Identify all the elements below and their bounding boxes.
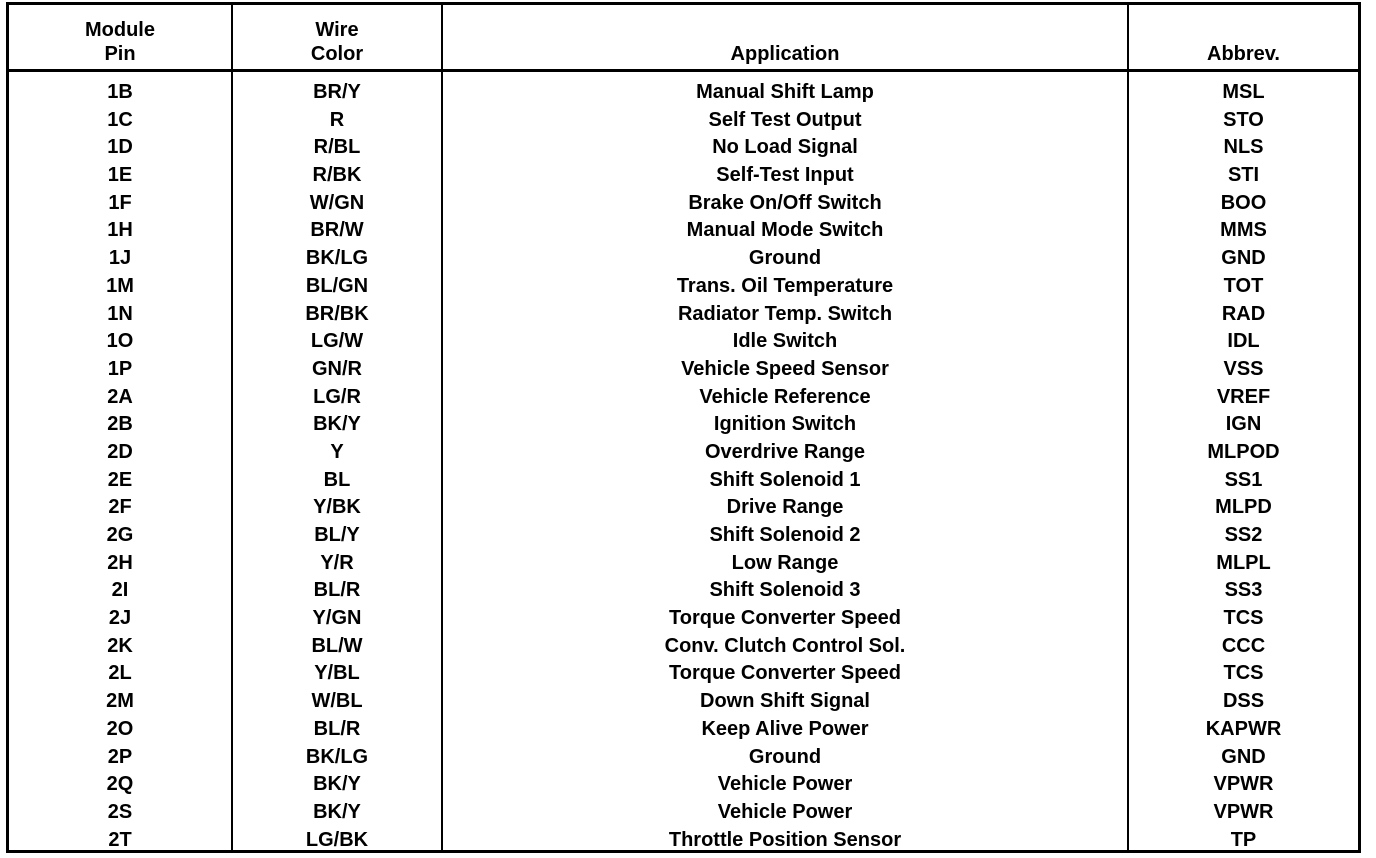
table-row bbox=[9, 356, 1358, 384]
cell-abbrev: SS2 bbox=[1224, 524, 1263, 546]
cell-wire-color: W/BL bbox=[311, 690, 363, 713]
table-row bbox=[9, 550, 1358, 578]
table-row bbox=[9, 494, 1358, 522]
cell-wire-color: BL/R bbox=[313, 717, 361, 740]
cell-wire-color: BK/Y bbox=[313, 773, 361, 796]
cell-wire-color: R/BL bbox=[313, 136, 361, 159]
cell-wire-color: R/BK bbox=[312, 164, 362, 187]
header-abbrev bbox=[1129, 5, 1358, 69]
header-wire-color-line1: Wire bbox=[315, 19, 359, 41]
table-row bbox=[9, 827, 1358, 855]
header-module-pin-line2: Pin bbox=[104, 43, 136, 65]
cell-wire-color: BL bbox=[323, 468, 351, 491]
cell-module-pin: 2M bbox=[106, 690, 134, 713]
table-row bbox=[9, 190, 1358, 218]
header-module-pin bbox=[9, 5, 231, 69]
cell-module-pin: 2O bbox=[106, 717, 134, 740]
table-header bbox=[9, 5, 1358, 69]
cell-wire-color: BL/R bbox=[313, 579, 361, 602]
cell-module-pin: 2A bbox=[107, 385, 133, 408]
cell-module-pin: 1B bbox=[107, 81, 133, 103]
cell-application: Self Test Output bbox=[708, 108, 862, 131]
cell-application: Low Range bbox=[731, 551, 839, 574]
table-row bbox=[9, 633, 1358, 661]
header-divider bbox=[9, 69, 1358, 72]
cell-module-pin: 2H bbox=[107, 551, 133, 574]
cell-application: Radiator Temp. Switch bbox=[677, 302, 893, 325]
cell-module-pin: 2J bbox=[108, 607, 132, 630]
cell-wire-color: BR/BK bbox=[305, 302, 369, 325]
table-row bbox=[9, 107, 1358, 135]
cell-module-pin: 2E bbox=[107, 468, 133, 491]
cell-application: Idle Switch bbox=[732, 330, 838, 353]
cell-wire-color: LG/BK bbox=[305, 828, 369, 851]
cell-application: Manual Mode Switch bbox=[686, 219, 884, 242]
cell-abbrev: NLS bbox=[1223, 136, 1264, 159]
cell-wire-color: Y/GN bbox=[312, 607, 362, 630]
table-row bbox=[9, 384, 1358, 412]
table-row bbox=[9, 439, 1358, 467]
cell-abbrev: BOO bbox=[1220, 191, 1267, 214]
cell-application: Vehicle Reference bbox=[699, 385, 871, 408]
table-row bbox=[9, 799, 1358, 827]
cell-application: Manual Shift Lamp bbox=[696, 81, 874, 103]
cell-wire-color: BL/W bbox=[311, 634, 363, 657]
cell-application: Vehicle Power bbox=[717, 800, 853, 823]
table-row bbox=[9, 217, 1358, 245]
table-row bbox=[9, 716, 1358, 744]
cell-wire-color: LG/W bbox=[310, 330, 364, 353]
header-wire-color bbox=[233, 5, 441, 69]
cell-abbrev: DSS bbox=[1222, 690, 1265, 713]
cell-module-pin: 1P bbox=[107, 357, 133, 380]
cell-module-pin: 2D bbox=[107, 440, 133, 463]
cell-abbrev: STI bbox=[1227, 164, 1260, 187]
cell-module-pin: 1C bbox=[107, 108, 133, 131]
cell-wire-color: Y/R bbox=[320, 551, 354, 574]
cell-module-pin: 1N bbox=[107, 302, 133, 325]
cell-wire-color: BL/GN bbox=[305, 274, 369, 297]
cell-application: Self-Test Input bbox=[716, 164, 854, 187]
cell-module-pin: 1F bbox=[108, 191, 132, 214]
table-row bbox=[9, 328, 1358, 356]
cell-module-pin: 1H bbox=[107, 219, 133, 242]
cell-abbrev: SS1 bbox=[1224, 468, 1263, 491]
cell-abbrev: VSS bbox=[1223, 357, 1264, 380]
cell-module-pin: 1E bbox=[107, 164, 133, 187]
cell-abbrev: VREF bbox=[1216, 385, 1271, 408]
cell-module-pin: 2S bbox=[107, 800, 133, 823]
cell-abbrev: GND bbox=[1221, 745, 1266, 768]
table-row bbox=[9, 134, 1358, 162]
table-row bbox=[9, 605, 1358, 633]
cell-abbrev: MSL bbox=[1222, 81, 1265, 103]
cell-wire-color: LG/R bbox=[313, 385, 361, 408]
cell-wire-color: BR/W bbox=[310, 219, 364, 242]
cell-application: Conv. Clutch Control Sol. bbox=[664, 634, 906, 657]
cell-abbrev: SS3 bbox=[1224, 579, 1263, 602]
cell-wire-color: BR/Y bbox=[313, 81, 361, 103]
header-module-pin-line1: Module bbox=[85, 19, 155, 41]
cell-abbrev: VPWR bbox=[1213, 800, 1274, 823]
cell-wire-color: R bbox=[329, 108, 345, 131]
cell-application: No Load Signal bbox=[712, 136, 858, 159]
table-row bbox=[9, 411, 1358, 439]
cell-application: Vehicle Speed Sensor bbox=[681, 357, 889, 380]
cell-module-pin: 2G bbox=[106, 524, 134, 546]
cell-application: Ignition Switch bbox=[713, 413, 857, 436]
cell-application: Drive Range bbox=[726, 496, 844, 519]
cell-module-pin: 2Q bbox=[106, 773, 134, 796]
cell-application: Torque Converter Speed bbox=[669, 662, 901, 685]
header-abbrev-label: Abbrev. bbox=[1207, 43, 1280, 65]
cell-module-pin: 2F bbox=[108, 496, 132, 519]
cell-application: Down Shift Signal bbox=[700, 690, 870, 713]
table-row bbox=[9, 79, 1358, 107]
table-row bbox=[9, 162, 1358, 190]
table-row bbox=[9, 301, 1358, 329]
cell-abbrev: IGN bbox=[1225, 413, 1262, 436]
cell-module-pin: 1O bbox=[106, 330, 134, 353]
cell-module-pin: 2P bbox=[107, 745, 133, 768]
cell-abbrev: RAD bbox=[1221, 302, 1266, 325]
cell-module-pin: 1J bbox=[108, 247, 132, 270]
cell-wire-color: Y/BL bbox=[314, 662, 360, 685]
cell-wire-color: Y bbox=[330, 440, 344, 463]
cell-module-pin: 1D bbox=[107, 136, 133, 159]
header-application bbox=[443, 5, 1127, 69]
table-row bbox=[9, 771, 1358, 799]
cell-application: Trans. Oil Temperature bbox=[676, 274, 894, 297]
cell-wire-color: BK/LG bbox=[305, 745, 369, 768]
cell-abbrev: CCC bbox=[1221, 634, 1266, 657]
table-row bbox=[9, 577, 1358, 605]
cell-abbrev: TCS bbox=[1223, 607, 1264, 630]
cell-module-pin: 2L bbox=[108, 662, 132, 685]
cell-wire-color: W/GN bbox=[309, 191, 365, 214]
cell-wire-color: GN/R bbox=[312, 357, 362, 380]
table-row bbox=[9, 273, 1358, 301]
table-row bbox=[9, 744, 1358, 772]
table-row bbox=[9, 522, 1358, 550]
cell-module-pin: 1M bbox=[106, 274, 134, 297]
cell-application: Shift Solenoid 2 bbox=[709, 524, 861, 546]
cell-abbrev: MMS bbox=[1220, 219, 1267, 242]
cell-wire-color: BK/Y bbox=[313, 800, 361, 823]
cell-wire-color: Y/BK bbox=[313, 496, 361, 519]
cell-application: Ground bbox=[748, 247, 822, 270]
cell-abbrev: MLPOD bbox=[1207, 440, 1280, 463]
cell-application: Shift Solenoid 1 bbox=[709, 468, 861, 491]
cell-abbrev: GND bbox=[1221, 247, 1266, 270]
cell-application: Throttle Position Sensor bbox=[668, 828, 902, 851]
cell-application: Ground bbox=[748, 745, 822, 768]
cell-abbrev: STO bbox=[1223, 108, 1264, 131]
cell-application: Shift Solenoid 3 bbox=[709, 579, 861, 602]
cell-abbrev: TOT bbox=[1223, 274, 1264, 297]
cell-abbrev: VPWR bbox=[1213, 773, 1274, 796]
cell-application: Brake On/Off Switch bbox=[688, 191, 882, 214]
table-row bbox=[9, 660, 1358, 688]
cell-abbrev: TP bbox=[1230, 828, 1257, 851]
cell-module-pin: 2K bbox=[107, 634, 133, 657]
table-body bbox=[9, 79, 1358, 854]
table-row bbox=[9, 688, 1358, 716]
cell-abbrev: IDL bbox=[1227, 330, 1260, 353]
cell-abbrev: MLPL bbox=[1216, 551, 1271, 574]
table-row bbox=[9, 467, 1358, 495]
cell-abbrev: TCS bbox=[1223, 662, 1264, 685]
cell-abbrev: KAPWR bbox=[1205, 717, 1282, 740]
cell-wire-color: BL/Y bbox=[314, 524, 360, 546]
header-wire-color-line2: Color bbox=[310, 43, 364, 65]
cell-application: Vehicle Power bbox=[717, 773, 853, 796]
cell-module-pin: 2B bbox=[107, 413, 133, 436]
header-application-label: Application bbox=[730, 43, 840, 65]
cell-wire-color: BK/Y bbox=[313, 413, 361, 436]
cell-module-pin: 2T bbox=[108, 828, 132, 851]
cell-wire-color: BK/LG bbox=[305, 247, 369, 270]
cell-application: Overdrive Range bbox=[704, 440, 866, 463]
cell-module-pin: 2I bbox=[111, 579, 129, 602]
cell-application: Keep Alive Power bbox=[701, 717, 869, 740]
table-row bbox=[9, 245, 1358, 273]
pin-table bbox=[6, 2, 1361, 853]
cell-abbrev: MLPD bbox=[1215, 496, 1272, 519]
cell-application: Torque Converter Speed bbox=[669, 607, 901, 630]
